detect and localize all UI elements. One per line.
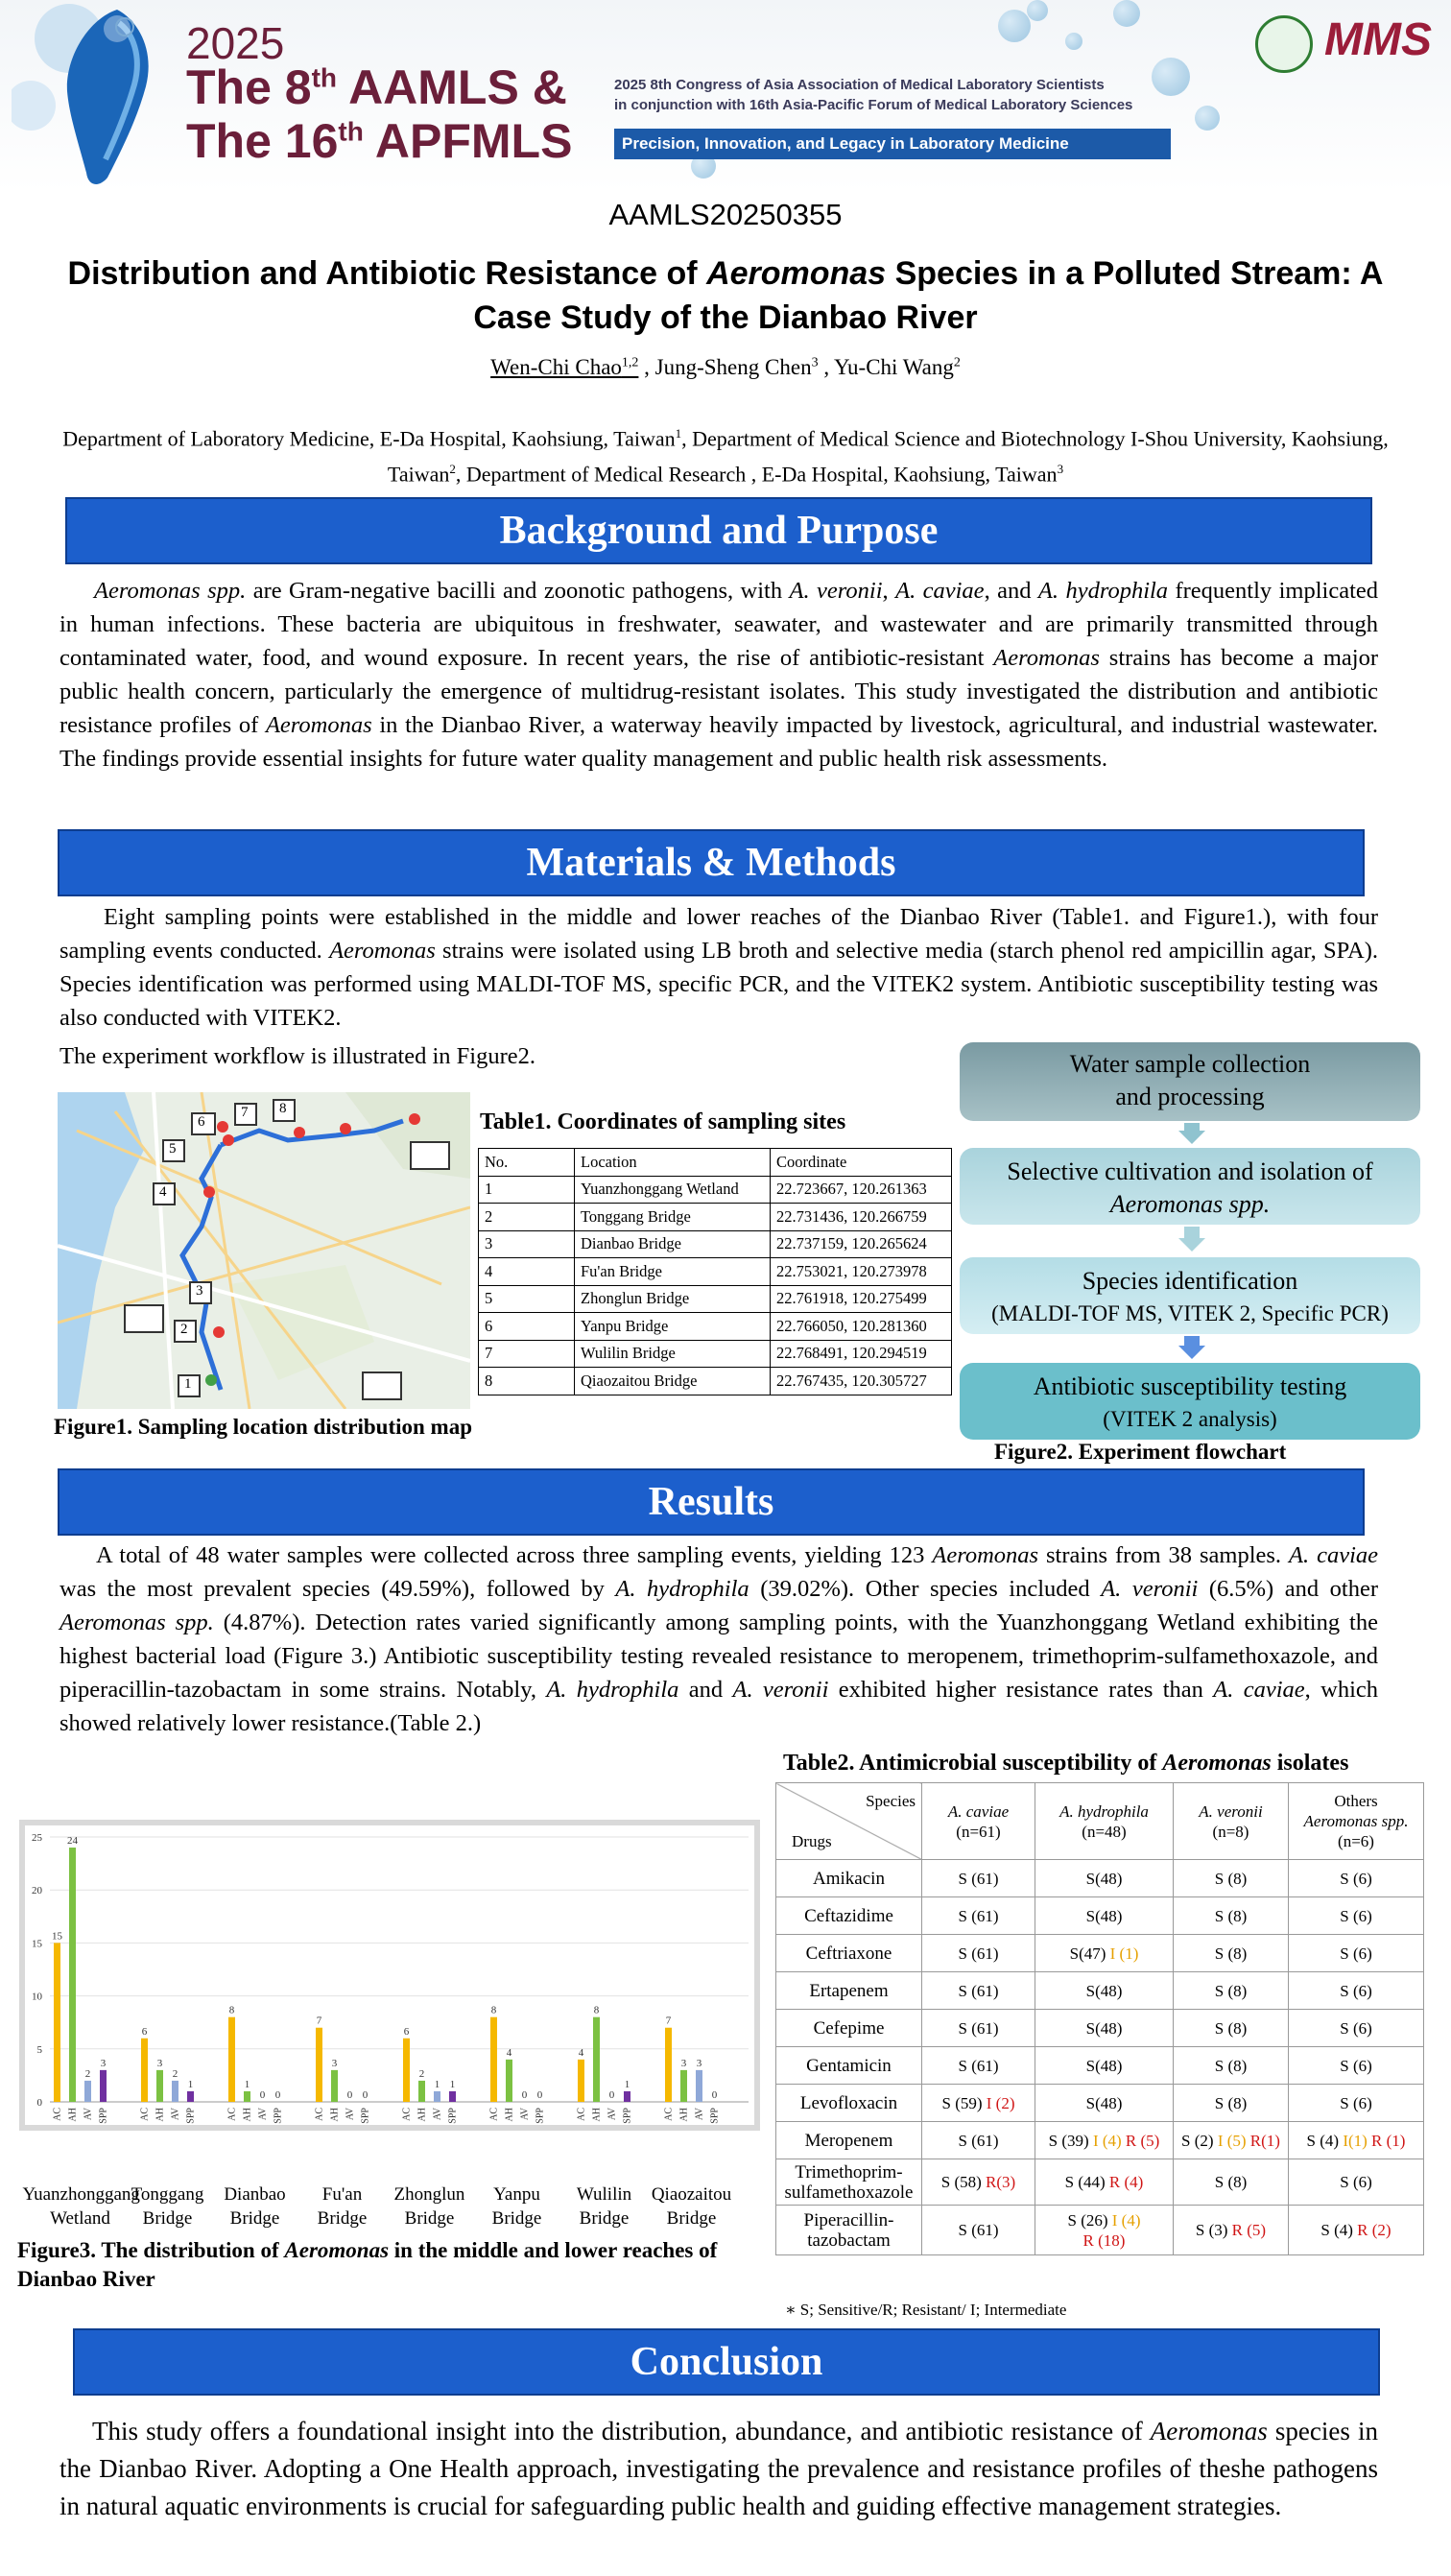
sub-category-label: SPP (273, 2108, 284, 2124)
susceptibility-cell: S (61) (922, 1860, 1035, 1897)
susceptibility-cell: S (2) I (5) R(1) (1174, 2122, 1289, 2159)
section-header-background: Background and Purpose (65, 497, 1372, 564)
site-category-label: Yuanzhonggang Wetland (22, 2184, 140, 2229)
y-tick-label: 25 (32, 1832, 42, 1844)
bar-value-label: 0 (711, 2089, 718, 2101)
bar-value-label: 2 (84, 2067, 91, 2080)
table-row (776, 1935, 1424, 1972)
susceptibility-cell: S (6) (1289, 1972, 1424, 2010)
sub-category-label: SPP (622, 2108, 633, 2124)
section-header-conclusion: Conclusion (73, 2328, 1380, 2396)
susceptibility-cell: S (8) (1174, 1897, 1289, 1935)
y-tick-label: 10 (32, 1991, 42, 2003)
table-row (776, 2206, 1424, 2255)
susceptibility-cell: S(48) (1035, 2047, 1174, 2085)
bar-value-label: 0 (362, 2089, 369, 2101)
chart-bar (418, 2081, 425, 2102)
bar-value-label: 8 (490, 2004, 497, 2016)
bar-value-label: 3 (680, 2057, 687, 2069)
author-list: Wen-Chi Chao$^{1,2}$ , Jung-Sheng Chen$^3$ , Yu-Chi Wang$^2$ (490, 355, 961, 379)
chart-bar (141, 2039, 148, 2102)
drug-name: Ceftriaxone (776, 1935, 922, 1972)
flow-arrow-icon (1178, 1346, 1205, 1359)
sub-category-label: SPP (98, 2108, 109, 2124)
decor-bubble (1195, 106, 1220, 131)
flow-arrow-icon (1178, 1238, 1205, 1252)
drug-name: Amikacin (776, 1860, 922, 1897)
section-header-results: Results (58, 1468, 1365, 1536)
sub-category-label: SPP (447, 2108, 459, 2124)
flow-arrow-icon (1184, 1227, 1200, 1238)
bar-value-label: 8 (228, 2004, 235, 2016)
table-row (776, 2159, 1424, 2206)
drug-name: Ceftazidime (776, 1897, 922, 1935)
susceptibility-cell: S (61) (922, 2206, 1035, 2255)
sub-category-label: AC (488, 2108, 500, 2121)
author-name: Yu-Chi Wang (833, 355, 954, 379)
affiliations: Department of Laboratory Medicine, E-Da Hospital, Kaohsiung, Taiwan$^1$, Department of Medical Science and Biotechnology I-Shou University, Kaohsiung, Taiwan$^2$, Department of Medical Research , E-Da Hospital, Kaohsiung, Taiwan$^3$ (62, 426, 1389, 487)
table-row (776, 2085, 1424, 2122)
bar-value-label: 2 (418, 2067, 425, 2080)
susceptibility-cell: S (8) (1174, 1860, 1289, 1897)
chart-bar (187, 2091, 194, 2102)
table-header-row (479, 1149, 952, 1177)
susceptibility-cell: S (8) (1174, 2085, 1289, 2122)
table-row (776, 2122, 1424, 2159)
figure3-caption: Figure3. The distribution of Aeromonas in the middle and lower reaches of Dianbao River (17, 2238, 718, 2291)
chart-bar (228, 2017, 235, 2102)
susceptibility-cell: S (61) (922, 2010, 1035, 2047)
sub-category-label: AH (416, 2108, 428, 2122)
sub-category-label: SPP (709, 2108, 721, 2124)
sampling-map (58, 1092, 470, 1409)
conclusion-paragraph: This study offers a foundational insight into the distribution, abundance, and antibiotic resistance of Aeromonas species in the Dianbao River. Adopting a One Health approach, investigating the prevalence and resistance profiles of theshe pathogens in natural aquatic environments is crucial for safeguarding public health and guiding effective management strategies. (59, 2417, 1378, 2520)
susceptibility-cell: S (39) I (4) R (5) (1035, 2122, 1174, 2159)
figure3-bar-chart (19, 1820, 760, 2131)
susceptibility-cell: S (61) (922, 2047, 1035, 2085)
sub-category-label: AH (591, 2108, 603, 2122)
table-header-cell: A. veronii (n=8) (1174, 1783, 1289, 1860)
figure2-caption: Figure2. Experiment flowchart (994, 1440, 1287, 1464)
background-paragraph: Aeromonas spp. are Gram-negative bacilli and zoonotic pathogens, with A. veronii, A. caviae, and A. hydrophila frequently implicated in human infections. These bacteria are ubiquitous in freshwater, seawater, and wastewater and are primarily transmitted through contaminated water, food, and wound exposure. In recent years, the rise of antibiotic-resistant Aeromonas strains has become a major public health concern, particularly the emergence of multidrug-resistant isolates. This study investigated the distribution and antibiotic resistance profiles of Aeromonas in the Dianbao River, a waterway heavily impacted by livestock, agricultural, and industrial wastewater. The findings provide essential insights for future water quality management and public health risk assessments. (59, 578, 1379, 772)
table-header-cell: Location (575, 1149, 771, 1177)
susceptibility-cell: S (6) (1289, 2010, 1424, 2047)
drug-name: Piperacillin- tazobactam (776, 2206, 922, 2255)
susceptibility-cell: S (4) I(1) R (1) (1289, 2122, 1424, 2159)
bar-value-label: 1 (244, 2078, 250, 2090)
bar-value-label: 3 (100, 2057, 107, 2069)
table-header-row (776, 1783, 1424, 1860)
bar-value-label: 0 (536, 2089, 543, 2101)
chart-bar (84, 2081, 91, 2102)
susceptibility-cell: S (6) (1289, 2085, 1424, 2122)
drug-name: Cefepime (776, 2010, 922, 2047)
sub-category-label: AH (242, 2108, 253, 2122)
bar-value-label: 1 (449, 2078, 456, 2090)
chart-bar (434, 2091, 440, 2102)
site-category-label: Zhonglun Bridge (393, 2184, 465, 2229)
decor-bubble (1113, 0, 1140, 27)
y-tick-label: 5 (36, 2043, 42, 2056)
susceptibility-cell: S(48) (1035, 2010, 1174, 2047)
susceptibility-cell: S (61) (922, 2122, 1035, 2159)
susceptibility-cell: S (8) (1174, 2047, 1289, 2085)
site-category-label: Wulilin Bridge (576, 2184, 632, 2229)
table-corner-cell: Species Drugs (776, 1783, 922, 1860)
y-tick-label: 15 (32, 1938, 42, 1950)
chart-bar (244, 2091, 250, 2102)
results-paragraph: A total of 48 water samples were collected across three sampling events, yielding 123 Aeromonas strains from 38 samples. A. caviae was the most prevalent species (49.59%), followed by A. hydrophila (39.02%). Other species included A. veronii (6.5%) and other Aeromonas spp. (4.87%). Detection rates varied significantly among sampling points, with the Yuanzhonggang Wetland exhibiting the highest bacterial load (Figure 3.) Antibiotic susceptibility testing revealed resistance to meropenem, trimethoprim-sulfamethoxazole, and piperacillin-tazobactam in some strains. Notably, A. hydrophila and A. veronii exhibited higher resistance rates than A. caviae, which showed relatively lower resistance.(Table 2.) (59, 1542, 1379, 1736)
sub-category-label: SPP (185, 2108, 197, 2124)
susceptibility-cell: S(48) (1035, 1972, 1174, 2010)
methods-workflow-sentence: The experiment workflow is illustrated in Figure2. (59, 1043, 536, 1069)
sub-category-label: SPP (360, 2108, 371, 2124)
map-marker-label: 3 (196, 1283, 203, 1299)
sub-category-label: AC (52, 2108, 63, 2121)
table-header-cell: A. caviae (n=61) (922, 1783, 1035, 1860)
flow-step-susceptibility: Antibiotic susceptibility testing (VITEK 2 analysis) (960, 1363, 1420, 1440)
sub-category-label: SPP (535, 2108, 546, 2124)
bar-value-label: 3 (156, 2057, 163, 2069)
map-marker-label: 2 (180, 1322, 188, 1337)
sub-category-label: AC (576, 2108, 587, 2121)
table-row: 7 Wulilin Bridge 22.768491, 120.294519 (479, 1340, 952, 1368)
drug-name: Trimethoprim- sulfamethoxazole (776, 2159, 922, 2206)
table-header-cell: No. (479, 1149, 575, 1177)
flow-arrow-icon (1178, 1131, 1205, 1144)
author-name: Jung-Sheng Chen (654, 355, 812, 379)
table-row: 4 Fu'an Bridge 22.753021, 120.273978 (479, 1258, 952, 1286)
chart-bar (69, 1848, 76, 2102)
methods-paragraph: Eight sampling points were established in the middle and lower reaches of the Dianbao River (Table1. and Figure1.), with four sampling events conducted. Aeromonas strains were isolated using LB broth and selective media (starch phenol red ampicillin agar, SPA). Species identification was performed using MALDI-TOF MS, specific PCR, and the VITEK2 system. Antibiotic susceptibility testing was also conducted with VITEK2. (59, 904, 1378, 1031)
map-marker-label: 7 (241, 1105, 249, 1120)
flow-step-cultivation: Selective cultivation and isolation of Aeromonas spp. (960, 1148, 1420, 1225)
sub-category-label: AV (607, 2108, 618, 2121)
sub-category-label: AV (257, 2108, 269, 2121)
drug-name: Ertapenem (776, 1972, 922, 2010)
flow-step-identification: Species identification (MALDI-TOF MS, VITEK 2, Specific PCR) (960, 1257, 1420, 1334)
chart-bar (578, 2060, 584, 2102)
author-name: Wen-Chi Chao (490, 355, 622, 379)
table-row (776, 1860, 1424, 1897)
bar-value-label: 3 (696, 2057, 702, 2069)
bar-value-label: 6 (141, 2025, 148, 2038)
decor-bubble (1027, 0, 1048, 21)
table-header-cell: A. hydrophila (n=48) (1035, 1783, 1174, 1860)
sub-category-label: AV (432, 2108, 443, 2121)
paper-title: Distribution and Antibiotic Resistance of Aeromonas Species in a Polluted Stream: A Case Study of the Dianbao River (67, 255, 1384, 336)
susceptibility-cell: S (6) (1289, 1935, 1424, 1972)
chart-bar (506, 2060, 512, 2102)
bar-value-label: 15 (52, 1930, 62, 1943)
chart-bar (403, 2039, 410, 2102)
drug-name: Meropenem (776, 2122, 922, 2159)
bar-value-label: 0 (521, 2089, 528, 2101)
taiwan-map-icon (12, 0, 184, 192)
table-row: 3 Dianbao Bridge 22.737159, 120.265624 (479, 1230, 952, 1258)
susceptibility-cell: S (4) R (2) (1289, 2206, 1424, 2255)
decor-bubble (1065, 33, 1082, 50)
bar-value-label: 1 (187, 2078, 194, 2090)
susceptibility-cell: S (8) (1174, 1972, 1289, 2010)
susceptibility-cell: S (8) (1174, 2159, 1289, 2206)
susceptibility-cell: S (3) R (5) (1174, 2206, 1289, 2255)
table-row: 5 Zhonglun Bridge 22.761918, 120.275499 (479, 1285, 952, 1313)
site-category-label: Fu'an Bridge (317, 2184, 368, 2229)
susceptibility-cell: S (61) (922, 1972, 1035, 2010)
susceptibility-cell: S (61) (922, 1897, 1035, 1935)
congress-description-line2: in conjunction with 16th Asia-Pacific Forum of Medical Laboratory Sciences (614, 97, 1133, 113)
table-row (776, 1897, 1424, 1935)
susceptibility-cell: S (6) (1289, 2047, 1424, 2085)
table1-coordinates (478, 1148, 952, 1395)
susceptibility-cell: S (44) R (4) (1035, 2159, 1174, 2206)
susceptibility-cell: S(47) I (1) (1035, 1935, 1174, 1972)
flow-arrow-icon (1184, 1336, 1200, 1346)
sub-category-label: AC (401, 2108, 413, 2121)
susceptibility-cell: S (6) (1289, 1897, 1424, 1935)
chart-bar (54, 1943, 60, 2102)
chart-bar (696, 2070, 702, 2102)
chart-bar (316, 2028, 322, 2102)
table2-footnote: ∗ S; Sensitive/R; Resistant/ I; Intermediate (785, 2301, 1067, 2319)
table-row (776, 1972, 1424, 2010)
society-seal-icon (1255, 15, 1313, 73)
mms-logo: MMS (1324, 14, 1432, 65)
chart-bar (624, 2091, 630, 2102)
decor-bubble (1152, 58, 1190, 96)
map-marker-label: 4 (159, 1184, 167, 1200)
conference-title-line1: The 8th AAMLS & (186, 60, 567, 114)
abstract-id: AAMLS20250355 (608, 198, 843, 231)
conference-banner (0, 0, 1451, 192)
sub-category-label: AH (678, 2108, 690, 2122)
decor-bubble (998, 10, 1031, 42)
susceptibility-cell: S (6) (1289, 2159, 1424, 2206)
drug-name: Gentamicin (776, 2047, 922, 2085)
chart-bar (100, 2070, 107, 2102)
susceptibility-cell: S(48) (1035, 1897, 1174, 1935)
table2-body (776, 1860, 1424, 2255)
chart-bar (593, 2017, 600, 2102)
chart-bar (449, 2091, 456, 2102)
bar-value-label: 24 (67, 1835, 78, 1848)
sub-category-label: AH (504, 2108, 515, 2122)
flow-step-sample-collection: Water sample collection and processing (960, 1042, 1420, 1121)
conference-title-line2: The 16th APFMLS (186, 114, 573, 168)
section-header-methods: Materials & Methods (58, 829, 1365, 896)
table-row: 6 Yanpu Bridge 22.766050, 120.281360 (479, 1313, 952, 1341)
table-header-cell: Coordinate (771, 1149, 952, 1177)
susceptibility-cell: S (26) I (4) R (18) (1035, 2206, 1174, 2255)
bar-value-label: 6 (403, 2025, 410, 2038)
table-header-cell: Others Aeromonas spp. (n=6) (1289, 1783, 1424, 1860)
table-row: 1 Yuanzhonggang Wetland 22.723667, 120.261363 (479, 1176, 952, 1204)
site-category-label: Yanpu Bridge (491, 2184, 542, 2229)
chart-bar (331, 2070, 338, 2102)
susceptibility-cell: S(48) (1035, 2085, 1174, 2122)
susceptibility-cell: S (8) (1174, 1935, 1289, 1972)
bar-value-label: 3 (331, 2057, 338, 2069)
sub-category-label: AC (139, 2108, 151, 2121)
susceptibility-cell: S(48) (1035, 1860, 1174, 1897)
y-tick-label: 20 (32, 1885, 42, 1897)
table-row (776, 2010, 1424, 2047)
map-marker-label: 8 (279, 1101, 287, 1116)
susceptibility-cell: S (8) (1174, 2010, 1289, 2047)
table2-susceptibility (775, 1782, 1424, 2255)
congress-description-line1: 2025 8th Congress of Asia Association of Medical Laboratory Scientists (614, 77, 1105, 93)
flow-arrow-icon (1184, 1123, 1200, 1131)
sub-category-label: AC (663, 2108, 675, 2121)
susceptibility-cell: S (6) (1289, 1860, 1424, 1897)
sub-category-label: AV (83, 2108, 94, 2121)
sub-category-label: AH (329, 2108, 341, 2122)
bar-value-label: 7 (665, 2015, 672, 2027)
sub-category-label: AH (67, 2108, 79, 2122)
bar-value-label: 4 (578, 2046, 584, 2059)
chart-bar (172, 2081, 178, 2102)
susceptibility-cell: S (58) R(3) (922, 2159, 1035, 2206)
sub-category-label: AV (170, 2108, 181, 2121)
y-tick-label: 0 (36, 2097, 42, 2109)
sampling-map-graphic (58, 1092, 470, 1409)
sub-category-label: AV (519, 2108, 531, 2121)
bar-value-label: 1 (624, 2078, 630, 2090)
table1-caption: Table1. Coordinates of sampling sites (480, 1109, 846, 1134)
bar-value-label: 0 (346, 2089, 353, 2101)
bar-value-label: 0 (608, 2089, 615, 2101)
site-category-label: Tonggang Bridge (131, 2184, 204, 2229)
map-marker-label: 1 (184, 1376, 192, 1392)
sub-category-label: AC (226, 2108, 238, 2121)
chart-bar (156, 2070, 163, 2102)
bar-value-label: 4 (506, 2046, 512, 2059)
conference-year: 2025 (186, 18, 285, 68)
bar-value-label: 1 (434, 2078, 440, 2090)
chart-bar (665, 2028, 672, 2102)
site-category-label: Dianbao Bridge (224, 2184, 286, 2229)
bar-value-label: 0 (274, 2089, 281, 2101)
sub-category-label: AV (345, 2108, 356, 2121)
chart-bar (680, 2070, 687, 2102)
sub-category-label: AC (314, 2108, 325, 2121)
table-row: 2 Tonggang Bridge 22.731436, 120.266759 (479, 1204, 952, 1231)
site-category-label: Qiaozaitou Bridge (651, 2184, 732, 2229)
drug-name: Levofloxacin (776, 2085, 922, 2122)
table-row (776, 2047, 1424, 2085)
sub-category-label: AH (155, 2108, 166, 2122)
bar-value-label: 7 (316, 2015, 322, 2027)
bar-value-label: 0 (259, 2089, 266, 2101)
bar-value-label: 8 (593, 2004, 600, 2016)
map-marker-label: 5 (169, 1141, 177, 1157)
table-row: 8 Qiaozaitou Bridge 22.767435, 120.305727 (479, 1368, 952, 1395)
table2-caption: Table2. Antimicrobial susceptibility of Aeromonas isolates (783, 1751, 1349, 1776)
chart-bar (490, 2017, 497, 2102)
bar-value-label: 2 (172, 2067, 178, 2080)
conference-tagline: Precision, Innovation, and Legacy in Laboratory Medicine (614, 129, 1171, 159)
susceptibility-cell: S (59) I (2) (922, 2085, 1035, 2122)
figure1-caption: Figure1. Sampling location distribution map (54, 1415, 473, 1439)
map-marker-label: 6 (198, 1114, 205, 1130)
sub-category-label: AV (694, 2108, 705, 2121)
susceptibility-cell: S (61) (922, 1935, 1035, 1972)
